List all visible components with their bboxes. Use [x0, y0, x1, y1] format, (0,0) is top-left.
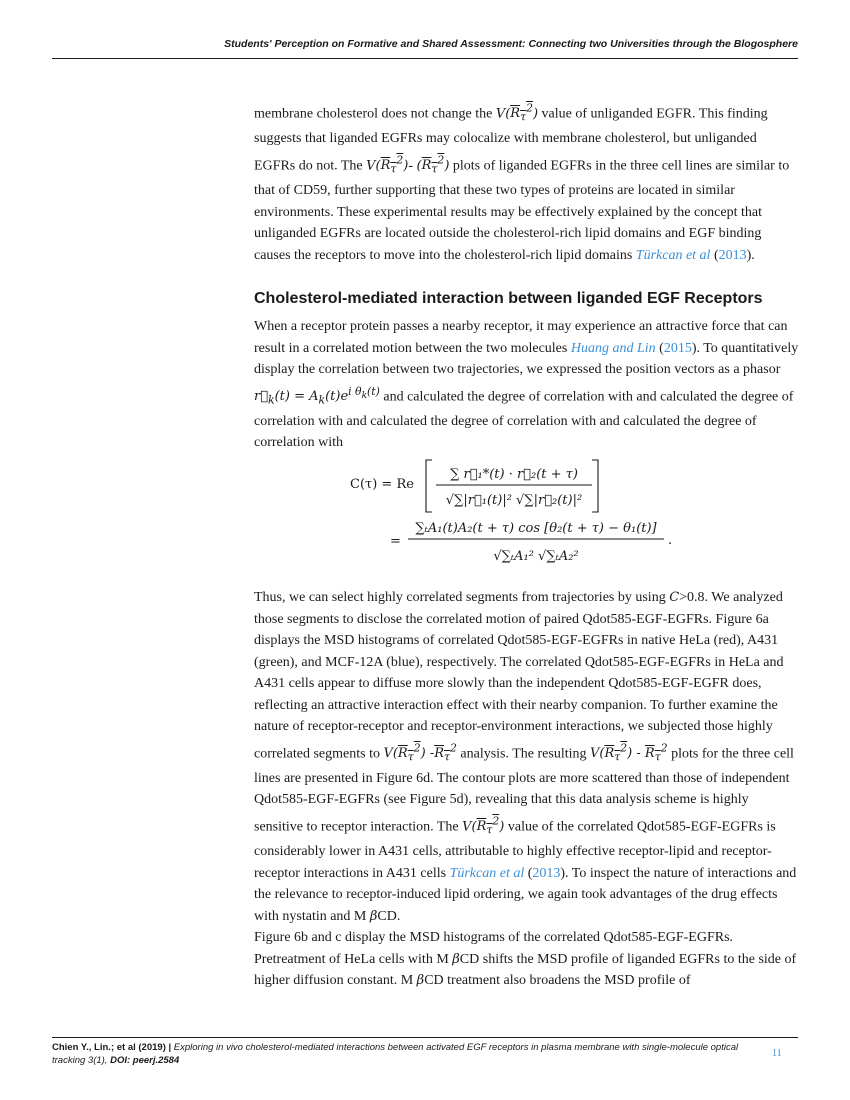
math-beta: β [416, 973, 425, 989]
equation-lhs: C(τ) = Re [350, 477, 414, 492]
math-beta: β [452, 951, 460, 967]
paragraph-1: membrane cholesterol does not change the $V(R_\tau^2)$ value of unliganded EGFR. This finding suggests that liganded EGFRs may colocalize with membrane cholesterol, but unliganded EGFRs do not. The $V(R_\tau^2)-$ $(R_\tau^2)$ plots of liganded EGFRs in the three cell lines are similar to that of CD59, further supporting that these two types of proteins are located in similar environments. These experimental results may be effectively explained by the concept that unliganded EGFRs are located outside the cholesterol-rich lipid domains and EGF binding causes the receptors to move into the cholesterol-rich lipid domains Türkcan et al (2013). [254, 102, 790, 263]
citation-year-link[interactable]: 2013 [532, 865, 561, 881]
citation-link[interactable]: Türkcan et al [635, 247, 711, 263]
equation-numerator-1: ∑ r⃗₁*(t) · r⃗₂(t + τ) [450, 467, 578, 482]
page-number: 11 [772, 1048, 782, 1059]
equation-denominator-1: √∑|r⃗₁(t)|² √∑|r⃗₂(t)|² [445, 493, 583, 508]
running-title: Students' Perception on Formative and Shared Assessment: Connecting two Universities through the Blogosphere [224, 38, 798, 50]
equation-period: . [668, 533, 673, 548]
math-v-r2: $V(R_\tau^2)$ [462, 814, 505, 837]
citation-link[interactable]: Türkcan et al [449, 865, 525, 881]
section-heading: Cholesterol-mediated interaction between liganded EGF Receptors [254, 290, 763, 307]
paragraph-2: When a receptor protein passes a nearby receptor, it may experience an attractive force that can result in a correlated motion between the two molecules Huang and Lin (2015). To quantitatively display the correlation between two trajectories, we expressed the position vectors as a phasor $r⃗_k(t) = A_k(t)e^{i \theta_k(t)}$ and calculated the degree of correlation with and calculated the degree of correlation with and calculated the degree of correlation with and calculated the degree of correlation with [254, 319, 799, 451]
math-v-r2: $V(R_\tau^2)$ [495, 102, 539, 124]
citation-link[interactable]: Huang and Lin [570, 340, 656, 356]
math-beta: β [369, 908, 378, 924]
math-phasor: $r⃗_k(t) = A_k(t)e^{i \theta_k(t)}$ [254, 384, 380, 407]
paragraph-3: Thus, we can select highly correlated segments from trajectories by using C>0.8. We analyzed those segments to disclose the correlated motion of paired Qdot585-EGF-EGFRs. Figure 6a displays the MSD histograms of correlated Qdot585-EGF-EGFRs in native HeLa (red), A431 (green), and MCF-12A (blue), respectively. The correlated Qdot585-EGF-EGFRs in HeLa and A431 cells appear to diffuse more slowly than the independent Qdot585-EGF-EGFR does, reflecting an attractive interaction effect with their nearby companion. To further examine the nature of receptor-receptor and receptor-environment interactions, we subjected those highly correlated segments to $V(R_\tau^2)$ $-R_\tau^2$ analysis. The resulting $V(R_\tau^2) - R_\tau^2$ plots for the three cell lines are presented in Figure 6d. The contour plots are more scattered than those of independent Qdot585-EGF-EGFRs (see Figure 5d), revealing that this data analysis scheme is highly sensitive to receptor interaction. The $V(R_\tau^2)$ value of the correlated Qdot585-EGF-EGFRs is considerably lower in A431 cells, attributable to highly effective receptor-lipid and receptor-receptor interactions in A431 cells Türkcan et al (2013). To inspect the nature of interactions and the relevance to receptor-induced lipid ordering, we again took advantages of the drug effects with nystatin and M βCD. Figure 6b and c display the MSD histograms of the correlated Qdot585-EGF-EGFRs. Pretreatment of HeLa cells with M βCD shifts the MSD profile of liganded EGFRs to the side of higher diffusion constant. M βCD treatment also broadens the MSD profile of [254, 590, 797, 989]
footer-citation: Chien Y., Lin.; et al (2019) | Exploring in vivo cholesterol-mediated interactions between activated EGF receptors in plasma membrane with single-molecule optical tracking 3(1), DOI: peerj.2584 [52, 1042, 739, 1066]
running-header [52, 38, 798, 59]
equation-equals: = [390, 534, 401, 549]
math-c: C [669, 590, 680, 605]
math-v-r2-minus: $V(R_\tau^2) - R_\tau^2$ [590, 741, 668, 764]
equation-numerator-2: ∑ₜA₁(t)A₂(t + τ) cos [θ₂(t + τ) − θ₁(t)] [415, 521, 657, 536]
math-v-r2-minus: $V(R_\tau^2)$ $-R_\tau^2$ [383, 741, 457, 764]
citation-year-link[interactable]: 2015 [663, 340, 692, 356]
correlation-equation [340, 452, 740, 582]
footer-rule [52, 1037, 798, 1038]
math-v-r2: $V(R_\tau^2)$ [366, 153, 409, 176]
math-r2: $(R_\tau^2)$ [416, 153, 450, 176]
citation-year-link[interactable]: 2013 [718, 247, 747, 263]
equation-denominator-2: √∑ₜA₁² √∑ₜA₂² [493, 549, 579, 564]
